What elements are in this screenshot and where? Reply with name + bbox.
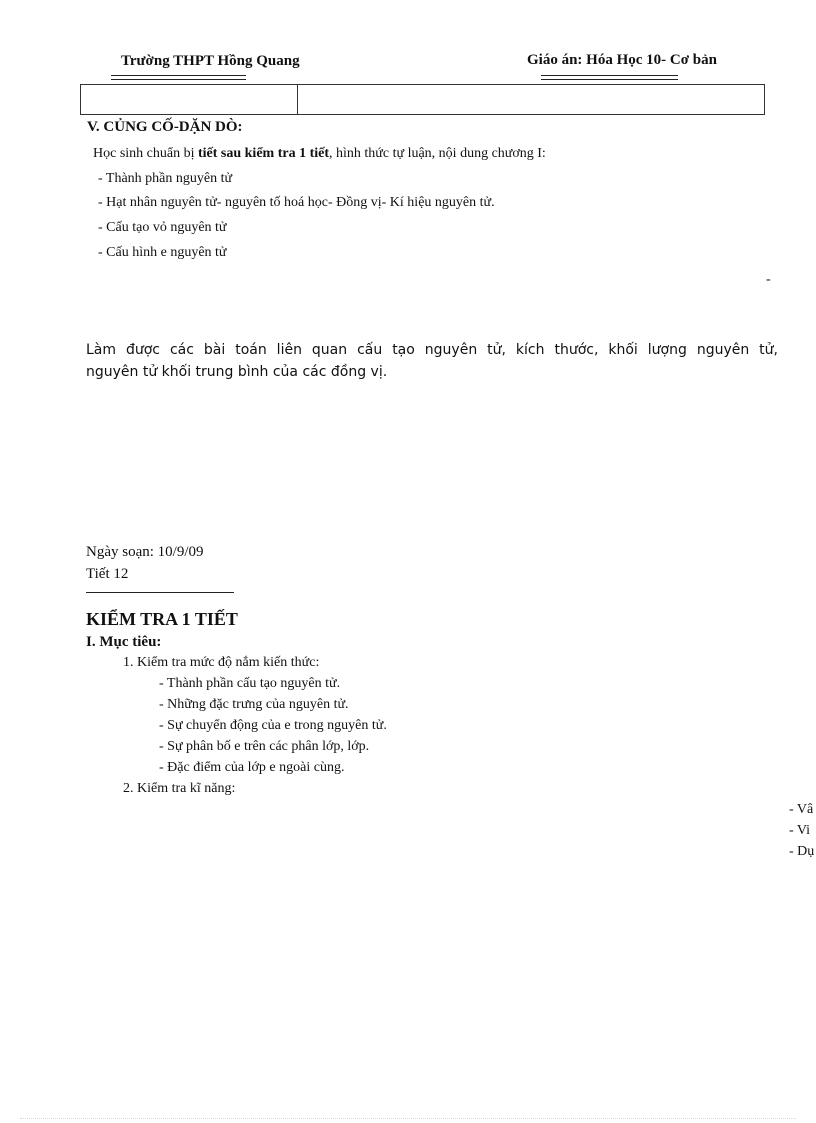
skills-item-cut: - Vâ (789, 802, 814, 817)
paragraph (86, 339, 778, 383)
objectives-heading: I. Mục tiêu: (86, 634, 162, 650)
section-v-intro (93, 146, 546, 162)
list-item: - Cấu tạo vỏ nguyên tử (98, 220, 227, 235)
knowledge-item: - Sự chuyển động của e trong nguyên tử. (159, 718, 387, 733)
paragraph-line-1: Làm được các bài toán liên quan cấu tạo nguyên tử, kích thước, khối lượng nguyên tử, (86, 342, 778, 358)
list-item: - Hạt nhân nguyên tử- nguyên tố hoá học- Đồng vị- Kí hiệu nguyên tử. (98, 195, 495, 210)
skills-item-cut: - Dụ (789, 844, 815, 859)
period-label: Tiết 12 (86, 566, 129, 582)
header-lesson-plan-underline (541, 75, 678, 80)
page-bottom-border (20, 1118, 796, 1119)
knowledge-item: - Thành phần cấu tạo nguyên tử. (159, 676, 341, 691)
knowledge-item: - Đặc điểm của lớp e ngoài cùng. (159, 760, 345, 775)
skills-item-cut: - Vi (789, 823, 811, 838)
header-table (80, 84, 765, 115)
table-divider (297, 85, 298, 114)
header-school-underline (111, 75, 246, 80)
knowledge-item: - Sự phân bố e trên các phân lớp, lớp. (159, 739, 370, 754)
date-prepared: Ngày soạn: 10/9/09 (86, 544, 204, 560)
paragraph-line-2: nguyên tử khối trung bình của các đồng vị. (86, 364, 388, 380)
intro-post: , hình thức tự luận, nội dung chương I: (329, 146, 546, 161)
intro-pre: Học sinh chuẩn bị (93, 146, 198, 161)
header-lesson-plan: Giáo án: Hóa Học 10- Cơ bản (527, 52, 717, 68)
list-item: - Cấu hình e nguyên tử (98, 245, 227, 260)
knowledge-item: - Những đặc trưng của nguyên tử. (159, 697, 349, 712)
skills-heading: 2. Kiểm tra kĩ năng: (123, 781, 236, 796)
intro-bold: tiết sau kiểm tra 1 tiết (197, 146, 330, 161)
knowledge-heading: 1. Kiểm tra mức độ nắm kiến thức: (123, 655, 320, 670)
stray-dash: - (766, 272, 771, 287)
list-item: - Thành phần nguyên tử (98, 171, 233, 186)
divider-line (86, 592, 234, 593)
section-v-heading: V. CỦNG CỐ-DẶN DÒ: (87, 119, 243, 135)
header-school: Trường THPT Hồng Quang (121, 53, 300, 69)
test-title: KIỂM TRA 1 TIẾT (86, 609, 238, 629)
